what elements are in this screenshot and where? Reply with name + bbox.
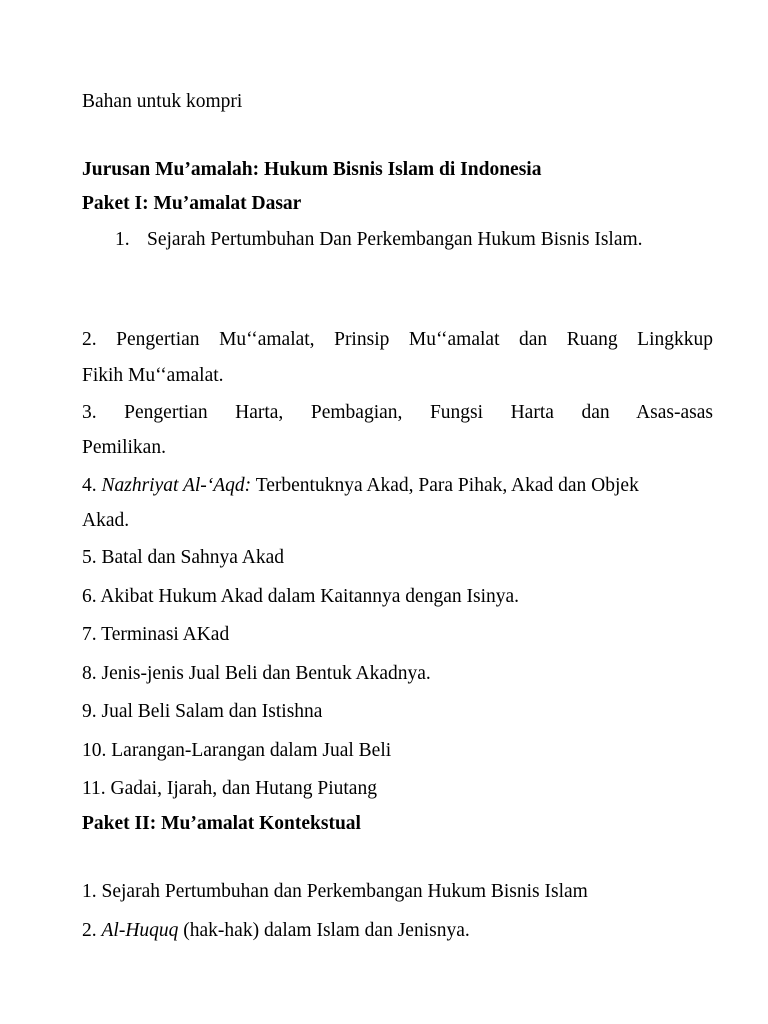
paket1-item4-line2: Akad. xyxy=(82,510,130,531)
paket2-item2-rest: (hak-hak) dalam Islam dan Jenisnya. xyxy=(178,920,470,941)
intro-text: Bahan untuk kompri xyxy=(82,91,243,112)
paket1-item10: 10. Larangan-Larangan dalam Jual Beli xyxy=(82,740,392,761)
paket1-item3-line1: 3. Pengertian Harta, Pembagian, Fungsi Harta dan Asas-asas xyxy=(82,402,713,423)
document-heading: Jurusan Mu’amalah: Hukum Bisnis Islam di Indonesia xyxy=(82,159,542,180)
paket1-item1-text: Sejarah Pertumbuhan Dan Perkembangan Hukum Bisnis Islam. xyxy=(147,229,643,250)
paket1-item1-number: 1. xyxy=(115,229,130,250)
paket2-item2-italic-term: Al-Huquq xyxy=(101,920,179,941)
paket1-item8: 8. Jenis-jenis Jual Beli dan Bentuk Akadnya. xyxy=(82,663,431,684)
paket1-item4-italic-term: Nazhriyat Al-‘Aqd: xyxy=(101,475,252,496)
paket1-item5: 5. Batal dan Sahnya Akad xyxy=(82,547,284,568)
paket1-item9: 9. Jual Beli Salam dan Istishna xyxy=(82,701,323,722)
paket2-item1: 1. Sejarah Pertumbuhan dan Perkembangan Hukum Bisnis Islam xyxy=(82,881,588,902)
paket2-title: Paket II: Mu’amalat Kontekstual xyxy=(82,813,361,834)
paket2-item2 xyxy=(82,919,470,943)
paket2-item2-number: 2. xyxy=(82,920,102,941)
paket1-item11: 11. Gadai, Ijarah, dan Hutang Piutang xyxy=(82,778,377,799)
paket1-item6: 6. Akibat Hukum Akad dalam Kaitannya dengan Isinya. xyxy=(82,586,520,607)
paket1-item4-rest: Terbentuknya Akad, Para Pihak, Akad dan Objek xyxy=(251,475,639,496)
paket1-item2-line1: 2. Pengertian Mu‘‘amalat, Prinsip Mu‘‘amalat dan Ruang Lingkkup xyxy=(82,329,713,350)
paket1-item2-line2: Fikih Mu‘‘amalat. xyxy=(82,365,224,386)
paket1-item3-line2: Pemilikan. xyxy=(82,437,166,458)
paket1-item7: 7. Terminasi AKad xyxy=(82,624,230,645)
paket1-title: Paket I: Mu’amalat Dasar xyxy=(82,193,302,214)
paket1-item4-line1 xyxy=(82,474,639,498)
paket1-item4-number: 4. xyxy=(82,475,102,496)
